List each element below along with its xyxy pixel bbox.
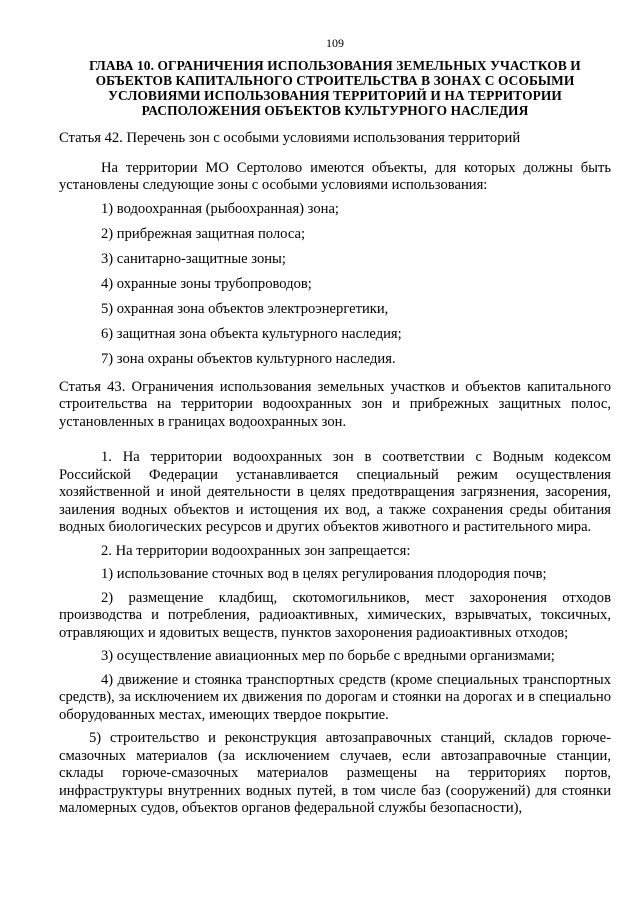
chapter-title-line: РАСПОЛОЖЕНИЯ ОБЪЕКТОВ КУЛЬТУРНОГО НАСЛЕДИЯ <box>141 103 529 118</box>
article-43-paragraph-1: 1. На территории водоохранных зон в соответствии с Водным кодексом Российской Федерации устанавливается специальный режим осуществления хозяйственной и иной деятельности в целях предотвращения загрязнения, засорения, заиления водных объектов и истощения их вод, а также сохранения среды обитания водных биологических ресурсов и других объектов животного и растительного мира. <box>59 449 611 536</box>
chapter-title-line: ОБЪЕКТОВ КАПИТАЛЬНОГО СТРОИТЕЛЬСТВА В ЗОНАХ С ОСОБЫМИ <box>95 73 575 88</box>
list-item: 2) прибрежная защитная полоса; <box>101 225 306 242</box>
article-43-paragraph-2: 2. На территории водоохранных зон запрещается: <box>101 542 411 559</box>
list-item: 6) защитная зона объекта культурного наследия; <box>101 325 402 342</box>
prohibition-item: 5) строительство и реконструкция автозаправочных станций, складов горюче-смазочных материалов (за исключением случаев, если автозаправочные станции, склады горюче-смазочных материалов размещены на территориях портов, инфраструктуры внутренних водных путей, в том числе баз (сооружений) для стоянки маломерных судов, объектов органов федеральной службы безопасности), <box>59 730 611 817</box>
prohibition-item: 3) осуществление авиационных мер по борьбе с вредными организмами; <box>101 648 555 665</box>
list-item: 4) охранные зоны трубопроводов; <box>101 275 312 292</box>
prohibition-item: 4) движение и стоянка транспортных средств (кроме специальных транспортных средств), за исключением их движения по дорогам и стоянки на дорогах и в специально оборудованных местах, имеющих твердое покрытие. <box>59 671 611 723</box>
zone-list <box>59 201 611 369</box>
chapter-title <box>59 58 611 118</box>
article-42-intro: На территории МО Сертолово имеются объекты, для которых должны быть установлены следующие зоны с особыми условиями использования: <box>59 159 611 193</box>
page-number: 109 <box>326 36 344 50</box>
prohibition-item: 2) размещение кладбищ, скотомогильников, мест захоронения отходов производства и потребления, радиоактивных, химических, взрывчатых, токсичных, отравляющих и ядовитых веществ, пунктов захоронения радиоактивных отходов; <box>59 589 611 641</box>
article-43-heading: Статья 43. Ограничения использования земельных участков и объектов капитального строительства на территории водоохранных зон и прибрежных защитных полос, установленных в границах водоохранных зон. <box>59 378 611 430</box>
list-item: 1) водоохранная (рыбоохранная) зона; <box>101 200 339 217</box>
list-item: 7) зона охраны объектов культурного наследия. <box>101 351 396 368</box>
list-item: 3) санитарно-защитные зоны; <box>101 250 286 267</box>
list-item: 5) охранная зона объектов электроэнергетики, <box>101 300 389 317</box>
chapter-title-line: ГЛАВА 10. ОГРАНИЧЕНИЯ ИСПОЛЬЗОВАНИЯ ЗЕМЕЛЬНЫХ УЧАСТКОВ И <box>89 58 581 73</box>
prohibition-item: 1) использование сточных вод в целях регулирования плодородия почв; <box>101 566 547 583</box>
chapter-title-line: УСЛОВИЯМИ ИСПОЛЬЗОВАНИЯ ТЕРРИТОРИЙ И НА ТЕРРИТОРИИ <box>108 88 562 103</box>
article-42-heading: Статья 42. Перечень зон с особыми условиями использования территорий <box>59 130 521 146</box>
